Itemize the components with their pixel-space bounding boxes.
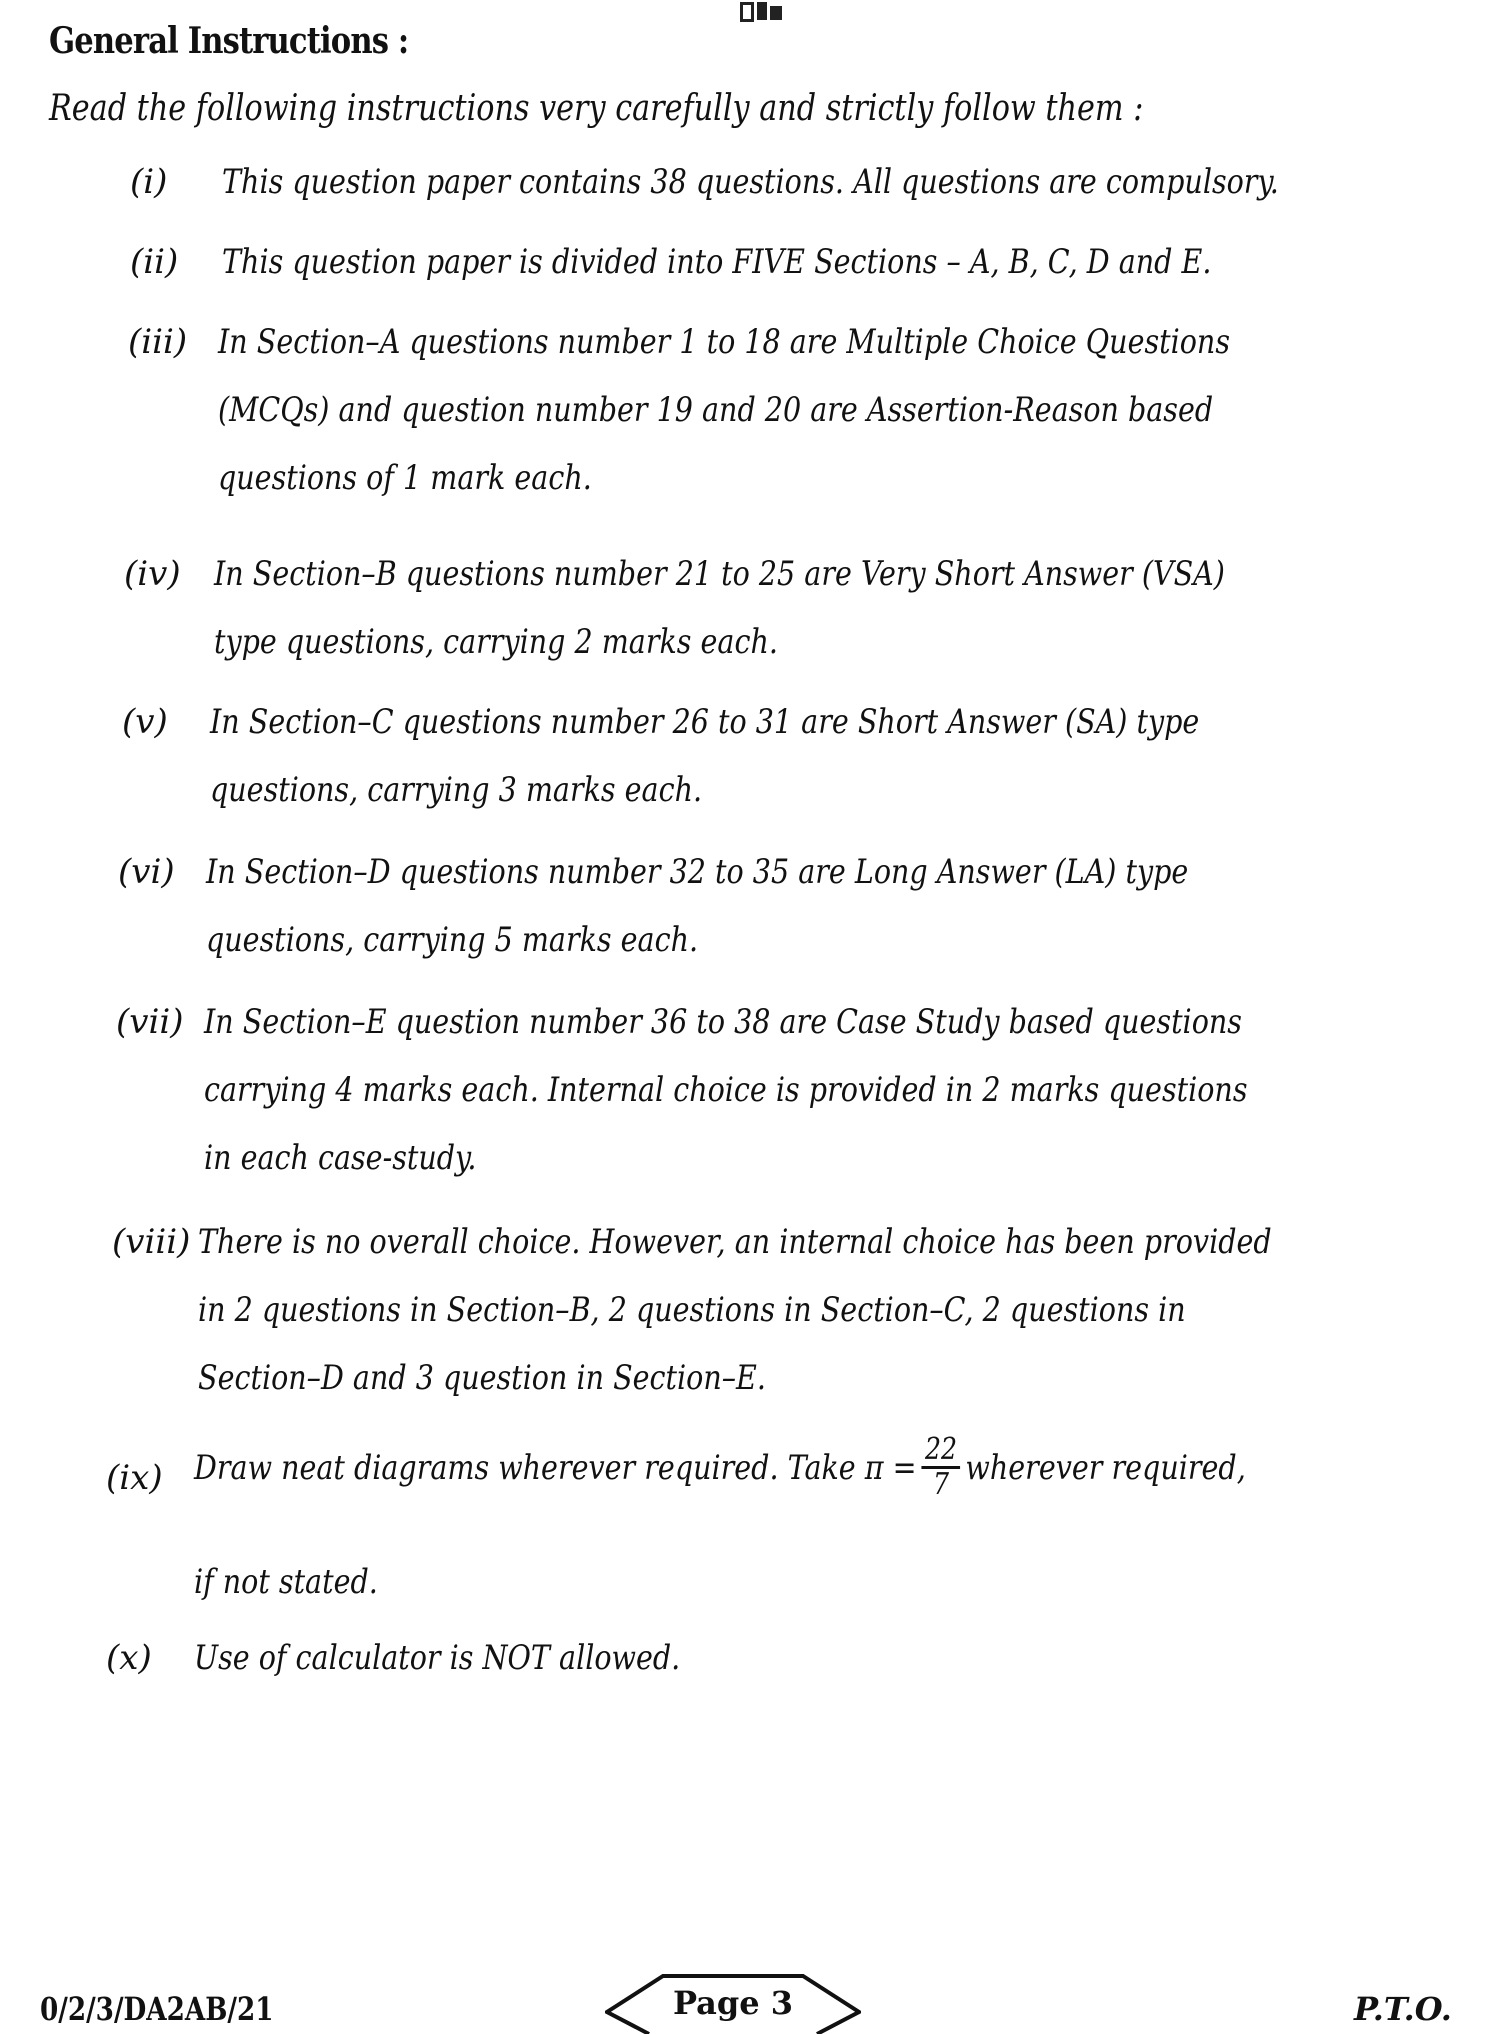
item-number: (iv) bbox=[124, 554, 181, 594]
instruction-line: Use of calculator is NOT allowed. bbox=[194, 1638, 681, 1678]
item-number: (x) bbox=[106, 1638, 152, 1678]
instruction-line: type questions, carrying 2 marks each. bbox=[214, 622, 778, 662]
instruction-line: Draw neat diagrams wherever required. Take π = bbox=[194, 1447, 917, 1488]
instruction-line: Section–D and 3 question in Section–E. bbox=[198, 1358, 766, 1398]
item-number: (v) bbox=[122, 702, 168, 742]
instruction-line: This question paper contains 38 questions. All questions are compulsory. bbox=[222, 162, 1279, 202]
instruction-line: in each case-study. bbox=[204, 1138, 477, 1178]
qr-code-icon bbox=[740, 2, 784, 24]
instruction-line: (MCQs) and question number 19 and 20 are Assertion-Reason based bbox=[218, 390, 1214, 430]
instruction-item bbox=[204, 988, 1446, 1192]
instruction-line: questions, carrying 3 marks each. bbox=[210, 770, 703, 810]
page-title: General Instructions : bbox=[49, 20, 409, 62]
instruction-item bbox=[222, 148, 1480, 216]
instruction-line: In Section–D questions number 32 to 35 are Long Answer (LA) type bbox=[206, 852, 1189, 892]
item-number: (i) bbox=[130, 162, 168, 202]
instruction-item bbox=[210, 688, 1388, 824]
instruction-line: carrying 4 marks each. Internal choice is provided in 2 marks questions bbox=[204, 1070, 1248, 1110]
instruction-line: in 2 questions in Section–B, 2 questions in Section–C, 2 questions in bbox=[198, 1290, 1186, 1330]
instruction-line: In Section–E question number 36 to 38 are Case Study based questions bbox=[204, 1002, 1242, 1042]
instruction-line: There is no overall choice. However, an internal choice has been provided bbox=[198, 1222, 1272, 1262]
instructions-intro: Read the following instructions very carefully and strictly follow them : bbox=[49, 88, 1144, 129]
instruction-line: wherever required, bbox=[965, 1447, 1246, 1488]
instruction-item bbox=[218, 308, 1423, 512]
instruction-line: if not stated. bbox=[194, 1562, 378, 1602]
instruction-line: questions, carrying 5 marks each. bbox=[206, 920, 699, 960]
instruction-line: In Section–C questions number 26 to 31 are Short Answer (SA) type bbox=[210, 702, 1200, 742]
item-number: (iii) bbox=[128, 322, 188, 362]
page-number-badge bbox=[605, 1972, 861, 2034]
instruction-item bbox=[206, 838, 1375, 974]
instruction-line: In Section–A questions number 1 to 18 are Multiple Choice Questions bbox=[218, 322, 1230, 362]
item-number: (vii) bbox=[116, 1002, 184, 1042]
instruction-line: In Section–B questions number 21 to 25 are Very Short Answer (VSA) bbox=[214, 554, 1225, 594]
item-number: (viii) bbox=[112, 1222, 191, 1262]
please-turn-over: P.T.O. bbox=[1354, 1990, 1452, 2028]
item-number: (ix) bbox=[106, 1458, 163, 1498]
instruction-item bbox=[198, 1208, 1476, 1412]
item-number: (vi) bbox=[118, 852, 175, 892]
instruction-item bbox=[194, 1624, 773, 1692]
instruction-line: This question paper is divided into FIVE Sections – A, B, C, D and E. bbox=[222, 242, 1212, 282]
instruction-item bbox=[194, 1434, 1446, 1501]
item-number: (ii) bbox=[130, 242, 179, 282]
pi-fraction: $\frac{22}{7}$ bbox=[922, 1434, 961, 1501]
instruction-item bbox=[222, 228, 1400, 296]
instruction-line: questions of 1 mark each. bbox=[218, 458, 592, 498]
instruction-item bbox=[214, 540, 1418, 676]
page-number: Page 3 bbox=[672, 1984, 794, 2022]
paper-code: 0/2/3/DA2AB/21 bbox=[40, 1990, 274, 2028]
